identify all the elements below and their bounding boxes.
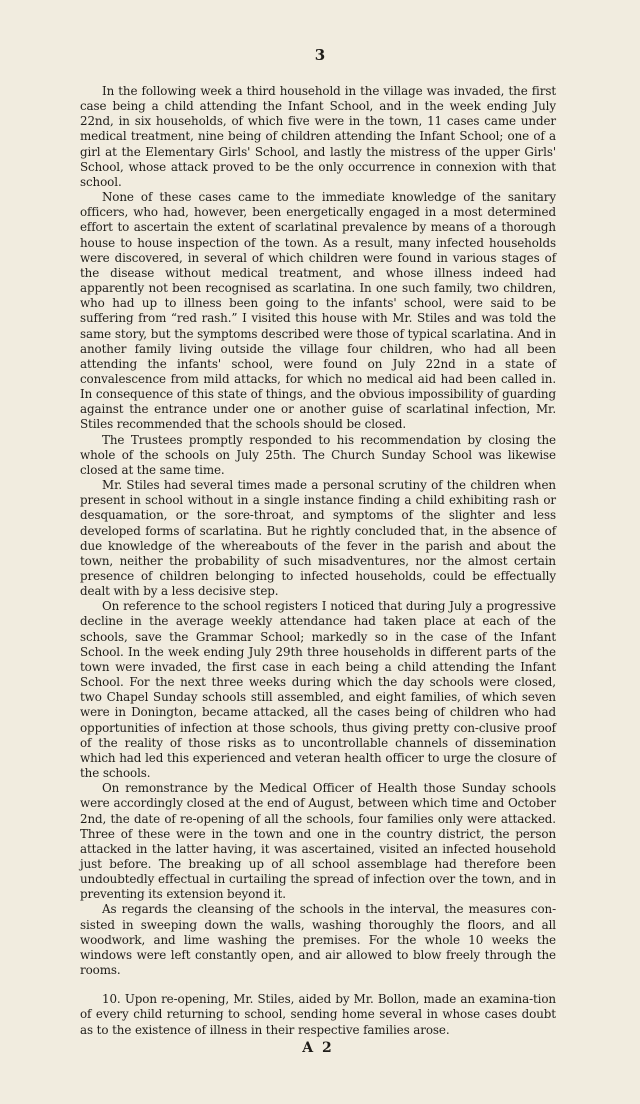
signature-mark: A 2 (302, 1039, 334, 1056)
paragraph-third-household: In the following week a third household in the village was invaded, the first case being a child attending the Infant School, and in the week ending July 22nd, in six households, of which five were in the town, 11 cases came under medical treatment, nine being of children attending the Infant School; one of a girl at the Elementary Girls' School, and lastly the mistress of the upper Girls' School, whose attack proved to be the only occurrence in connexion with that school. (80, 84, 556, 189)
paragraph-scrutiny-of-children: Mr. Stiles had several times made a personal scrutiny of the children when present in school without in a single instance finding a child exhibiting rash or desquamation, or the sore-throat, and symptoms of the slighter and less developed forms of scarlatina. But he rightly concluded that, in the absence of due knowledge of the whereabouts of the fever in the parish and about the town, neither the probability of such misadventures, nor the almost certain presence of children belonging to infected households, could be effectually dealt with by a less decisive step. (80, 478, 556, 599)
body-text (80, 84, 556, 1056)
page-number: 3 (314, 46, 326, 64)
paragraph-sunday-schools-closed: On remonstrance by the Medical Officer of Health those Sunday schools were accordingly closed at the end of August, between which time and October 2nd, the date of re-opening of all the schools, four families only were attacked. Three of these were in the town and one in the country district, the person attacked in the latter having, it was ascertained, visited an infected household just before. The breaking up of all school assemblage had therefore been undoubtedly effectual in curtailing the spread of infection over the town, and in preventing its extension beyond it. (80, 781, 556, 902)
paragraph-school-registers: On reference to the school registers I noticed that during July a progressive decline in the average weekly attendance had taken place at each of the schools, save the Grammar School; markedly so in the case of the Infant School. In the week ending July 29th three households in different parts of the town were invaded, the first case in each being a child attending the Infant School. For the next three weeks during which the day schools were closed, two Chapel Sunday schools still assembled, and eight families, of which seven were in Donington, became attacked, all the cases being of children who had opportunities of infection at those schools, thus giving pretty con-clusive proof of the reality of those risks as to uncontrollable channels of dissemination which had led this experienced and veteran health officer to urge the closure of the schools. (80, 599, 556, 781)
paragraph-house-inspection: None of these cases came to the immediate knowledge of the sanitary officers, who had, however, been energetically engaged in a most determined effort to ascertain the extent of scarlatinal prevalence by means of a thorough house to house inspection of the town. As a result, many infected households were discovered, in several of which children were found in various stages of the disease without medical treatment, and whose illness indeed had apparently not been recognised as scarlatina. In one such family, two children, who had up to illness been going to the infants' school, were said to be suffering from “red rash.” I visited this house with Mr. Stiles and was told the same story, but the symptoms described were those of typical scarlatina. And in another family living outside the village four children, who had all been attending the infants' school, were found on July 22nd in a state of convalescence from mild attacks, for which no medical aid had been called in. In consequence of this state of things, and the obvious impossibility of guarding against the entrance under one or another guise of scarlatinal infection, Mr. Stiles recommended that the schools should be closed. (80, 190, 556, 432)
paragraph-re-opening: 10. Upon re-opening, Mr. Stiles, aided by Mr. Bollon, made an examina-tion of every child returning to school, sending home several in whose cases doubt as to the existence of illness in their respective families arose. (80, 992, 556, 1037)
paragraph-schools-closed: The Trustees promptly responded to his recommendation by closing the whole of the schools on July 25th. The Church Sunday School was likewise closed at the same time. (80, 432, 556, 477)
paragraph-cleansing: As regards the cleansing of the schools in the interval, the measures con-sisted in sweeping down the walls, washing thoroughly the floors, and all woodwork, and lime washing the premises. For the whole 10 weeks the windows were left constantly open, and air allowed to blow freely through the rooms. (80, 902, 556, 978)
